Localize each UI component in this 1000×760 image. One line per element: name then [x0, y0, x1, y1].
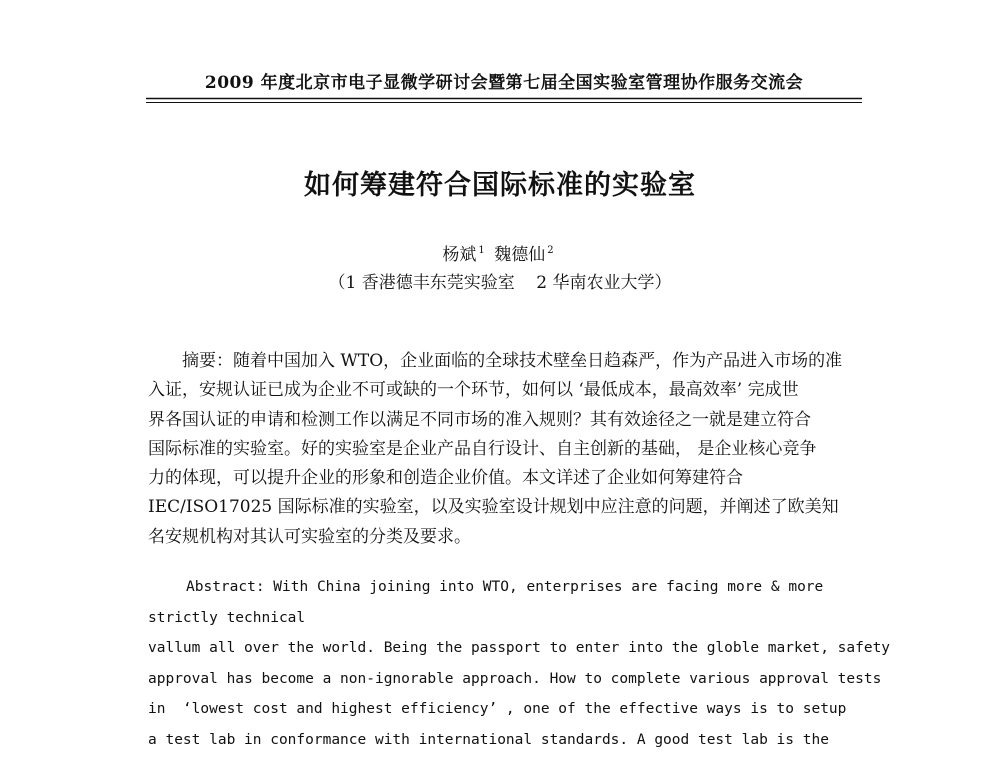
- affiliation-mark: 1: [478, 245, 485, 257]
- abstract-cn-line: IEC/ISO17025 国际标准的实验室，以及实验室设计规划中应注意的问题，并阐述了欧美知: [148, 497, 839, 518]
- author-name: 魏德仙: [494, 245, 546, 265]
- author-name: 杨斌: [442, 245, 477, 265]
- abstract-en-line: Abstract: With China joining into WTO, enterprises are facing more & more: [186, 579, 824, 595]
- abstract-en-line: a test lab in conformance with international standards. A good test lab is the: [148, 731, 829, 748]
- affiliation-mark: 2: [547, 245, 554, 257]
- header-double-rule: [146, 97, 862, 105]
- running-header: 2009 年度北京市电子显微学研讨会暨第七届全国实验室管理协作服务交流会: [204, 73, 804, 93]
- abstract-cn-line: 摘要：随着中国加入 WTO，企业面临的全球技术壁垒日趋森严，作为产品进入市场的准: [182, 351, 843, 371]
- abstract-cn-line: 入证，安规认证已成为企业不可或缺的一个环节，如何以 ‘最低成本，最高效率’ 完成世: [148, 380, 799, 401]
- abstract-en-line: strictly technical: [148, 609, 306, 626]
- abstract-en-line: approval has become a non-ignorable approach. How to complete various approval tests: [148, 670, 882, 687]
- author-line: [100, 240, 900, 265]
- paper-title: 如何筹建符合国际标准的实验室: [304, 170, 696, 201]
- abstract-chinese: [148, 347, 866, 552]
- abstract-cn-line: 名安规机构对其认可实验室的分类及要求。: [148, 526, 471, 547]
- abstract-cn-line: 国际标准的实验室。好的实验室是企业产品自行设计、自主创新的基础， 是企业核心竞争: [148, 438, 817, 459]
- abstract-cn-line: 力的体现，可以提升企业的形象和创造企业价值。本文详述了企业如何筹建符合: [148, 468, 743, 489]
- abstract-en-line: in ‘lowest cost and highest efficiency’ , one of the effective ways is to setup: [148, 701, 847, 717]
- abstract-cn-line: 界各国认证的申请和检测工作以满足不同市场的准入规则？其有效途径之一就是建立符合: [148, 409, 811, 430]
- abstract-en-line: vallum all over the world. Being the passport to enter into the globle market, safety: [148, 640, 891, 656]
- abstract-english: [148, 572, 891, 755]
- affiliations: （1 香港德丰东莞实验室 2 华南农业大学）: [328, 273, 672, 293]
